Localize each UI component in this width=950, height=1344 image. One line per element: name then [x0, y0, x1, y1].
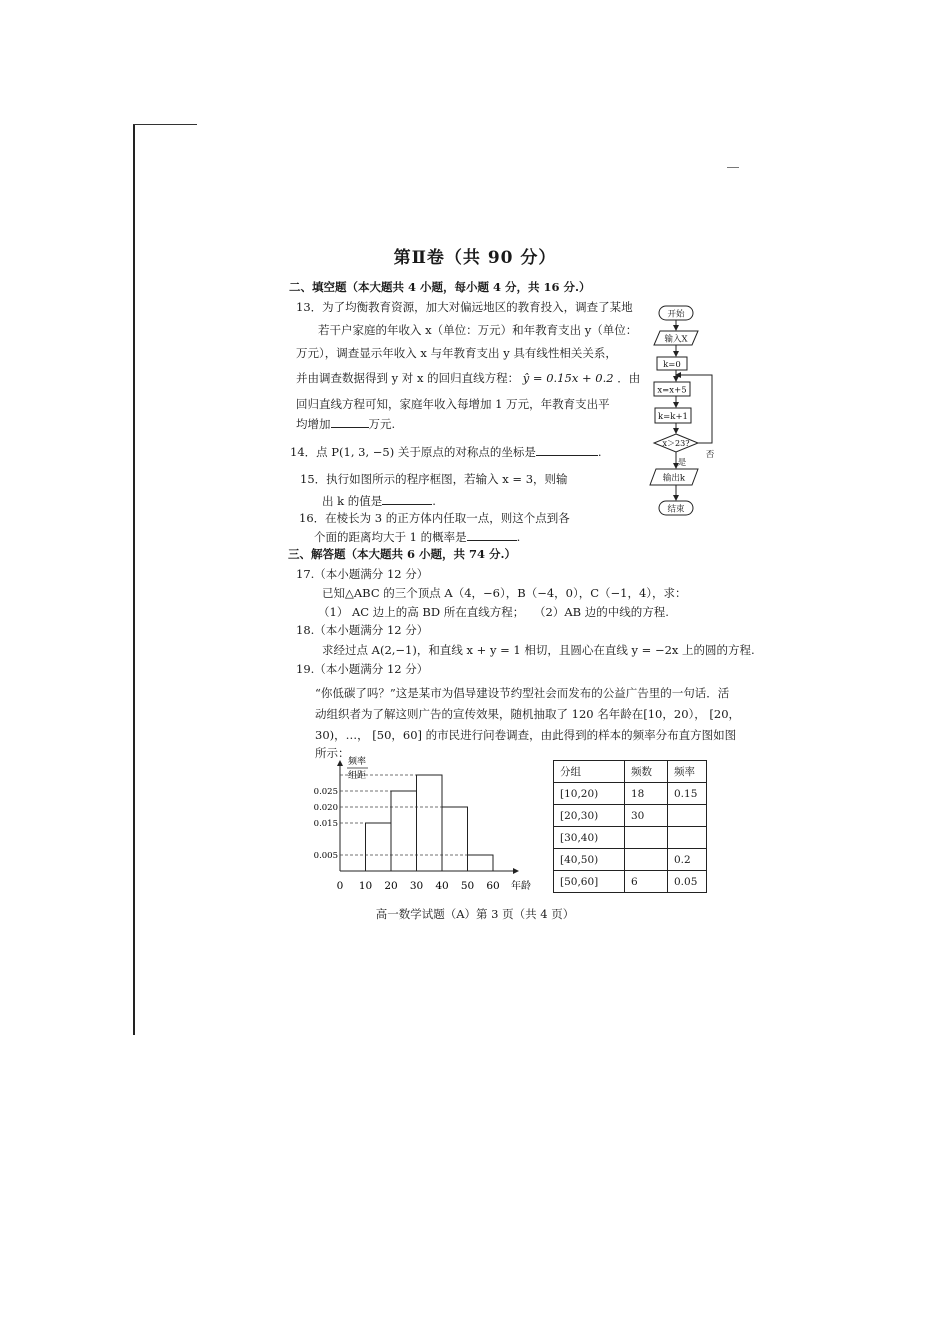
q13-line-6-tail: 万元. — [368, 417, 396, 431]
q13-line-4 — [296, 370, 640, 386]
q13-line-4-tail: ．由 — [617, 371, 641, 385]
q13-answer-blank[interactable] — [331, 415, 369, 428]
table-cell: 0.05 — [668, 871, 707, 893]
y-axis-label-top: 频率 — [348, 757, 367, 767]
q14-text: 14．点 P(1, 3, −5) 关于原点的对称点的坐标是 — [290, 445, 536, 459]
histogram-bar-4 — [442, 807, 468, 871]
flow-input-label: 输入X — [664, 334, 688, 345]
q18-header: 18.（本小题满分 12 分） — [296, 623, 429, 637]
flow-step2-label: k=k+1 — [658, 412, 688, 422]
table-cell: 6 — [625, 871, 668, 893]
q15-text: 出 k 的值是 — [322, 494, 383, 508]
q19-line-3: 30)，…， [50，60] 的市民进行问卷调查，由此得到的样本的频率分布直方图如图 — [315, 728, 737, 742]
table-cell — [668, 827, 707, 849]
y-tick-label-0.025: 0.025 — [313, 787, 338, 797]
y-tick-label-0.020: 0.020 — [313, 803, 338, 813]
flow-start-label: 开始 — [667, 309, 685, 320]
x-tick-label-50: 50 — [460, 880, 475, 892]
q16-line-2 — [314, 528, 520, 545]
table-cell: 30 — [625, 805, 668, 827]
frequency-table — [553, 760, 707, 893]
q13-line-6-text: 均增加 — [296, 417, 331, 431]
y-tick-label-0.015: 0.015 — [313, 819, 338, 829]
q14-tail: . — [597, 445, 602, 459]
q13-line-4-text: 并由调查数据得到 y 对 x 的回归直线方程： — [296, 371, 520, 385]
flow-init-label: k=0 — [663, 360, 681, 370]
q13-line-5: 回归直线方程可知，家庭年收入每增加 1 万元，年教育支出平 — [296, 397, 610, 411]
regression-equation: ŷ = 0.15x + 0.2 — [522, 371, 614, 385]
histogram-bar-5 — [468, 855, 494, 871]
table-cell — [668, 805, 707, 827]
q13-line-1: 13．为了均衡教育资源，加大对偏远地区的教育投入，调查了某地 — [296, 300, 633, 314]
q13-line-3: 万元），调查显示年收入 x 与年教育支出 y 具有线性相关关系， — [296, 346, 617, 360]
q14-line — [290, 443, 602, 460]
table-cell: 频数 — [625, 761, 668, 783]
table-cell — [625, 827, 668, 849]
scan-mark — [727, 167, 739, 168]
q14-answer-blank[interactable] — [536, 443, 598, 456]
q17-line-1: 已知△ABC 的三个顶点 A（4，−6），B（−4，0），C（−1，4），求： — [322, 586, 687, 600]
histogram-bar-3 — [417, 775, 443, 871]
page-footer: 高一数学试题（A）第 3 页（共 4 页） — [375, 907, 575, 921]
flow-yes-label: 是 — [677, 458, 687, 468]
q13-line-2: 若干户家庭的年收入 x（单位：万元）和年教育支出 y（单位： — [318, 323, 638, 337]
q18-line-1: 求经过点 A(2,−1)，和直线 x + y = 1 相切，且圆心在直线 y = −2x 上的圆的方程. — [322, 643, 755, 657]
q13-line-6 — [296, 415, 395, 432]
table-cell — [625, 849, 668, 871]
x-tick-label-20: 20 — [384, 880, 398, 892]
q17-part-1: （1） AC 边上的高 BD 所在直线方程； — [318, 605, 525, 619]
flow-step1-label: x=x+5 — [657, 385, 687, 396]
table-cell: 分组 — [554, 761, 625, 783]
q16-text: 个面的距离均大于 1 的概率是 — [314, 530, 467, 544]
histogram-bar-2 — [391, 791, 417, 871]
section-header-fill-in: 二、填空题（本大题共 4 小题，每小题 4 分，共 16 分.） — [289, 280, 591, 294]
q17-header: 17.（本小题满分 12 分） — [296, 567, 429, 581]
flowchart — [640, 300, 740, 520]
x-tick-label-10: 10 — [358, 880, 373, 892]
q19-line-2: 动组织者为了解这则广告的宣传效果，随机抽取了 120 名年龄在[10，20）， [20， — [315, 707, 741, 721]
q15-line-1: 15．执行如图所示的程序框图，若输入 x = 3，则输 — [300, 472, 568, 486]
table-cell: 18 — [625, 783, 668, 805]
table-row — [554, 849, 707, 871]
x-tick-label-60: 60 — [486, 880, 500, 892]
q19-line-4: 所示： — [315, 746, 350, 760]
flow-no-label: 否 — [705, 450, 715, 460]
table-header-row — [554, 761, 707, 783]
q16-tail: . — [516, 530, 521, 544]
flow-output-label: 输出k — [662, 473, 686, 484]
flow-condition-label: x＞23? — [662, 439, 690, 448]
section-header-solutions: 三、解答题（本大题共 6 小题，共 74 分.） — [288, 547, 517, 561]
x-axis-label: 年龄 — [511, 881, 531, 892]
q17-part-2: （2）AB 边的中线的方程. — [534, 605, 669, 619]
y-axis-label-bottom: 组距 — [348, 771, 367, 781]
histogram-bar-1 — [366, 823, 392, 871]
table-cell: [20,30) — [554, 805, 625, 827]
q15-line-2 — [322, 492, 436, 509]
table-cell: [50,60] — [554, 871, 625, 893]
table-cell: 频率 — [668, 761, 707, 783]
table-cell: 0.2 — [668, 849, 707, 871]
q16-line-1: 16．在棱长为 3 的正方体内任取一点，则这个点到各 — [299, 511, 570, 525]
q19-header: 19.（本小题满分 12 分） — [296, 662, 429, 676]
scan-border-corner — [133, 124, 197, 125]
q16-answer-blank[interactable] — [467, 528, 517, 541]
frequency-histogram — [300, 755, 545, 895]
q15-tail: . — [432, 494, 436, 508]
q19-line-1: “你低碳了吗？”这是某市为倡导建设节约型社会而发布的公益广告里的一句话．活 — [315, 686, 730, 700]
y-tick-label-0.005: 0.005 — [313, 851, 338, 861]
table-cell: [10,20) — [554, 783, 625, 805]
flow-end-label: 结束 — [667, 504, 685, 515]
table-cell: [30,40) — [554, 827, 625, 849]
table-cell: 0.15 — [668, 783, 707, 805]
x-tick-label-0: 0 — [336, 880, 344, 892]
q15-answer-blank[interactable] — [382, 492, 432, 505]
x-tick-label-30: 30 — [409, 880, 424, 892]
table-cell: [40,50) — [554, 849, 625, 871]
page-title: 第Ⅱ卷（共 90 分） — [393, 248, 557, 268]
table-row — [554, 871, 707, 893]
table-row — [554, 783, 707, 805]
table-row — [554, 805, 707, 827]
table-row — [554, 827, 707, 849]
x-tick-label-40: 40 — [435, 880, 449, 892]
